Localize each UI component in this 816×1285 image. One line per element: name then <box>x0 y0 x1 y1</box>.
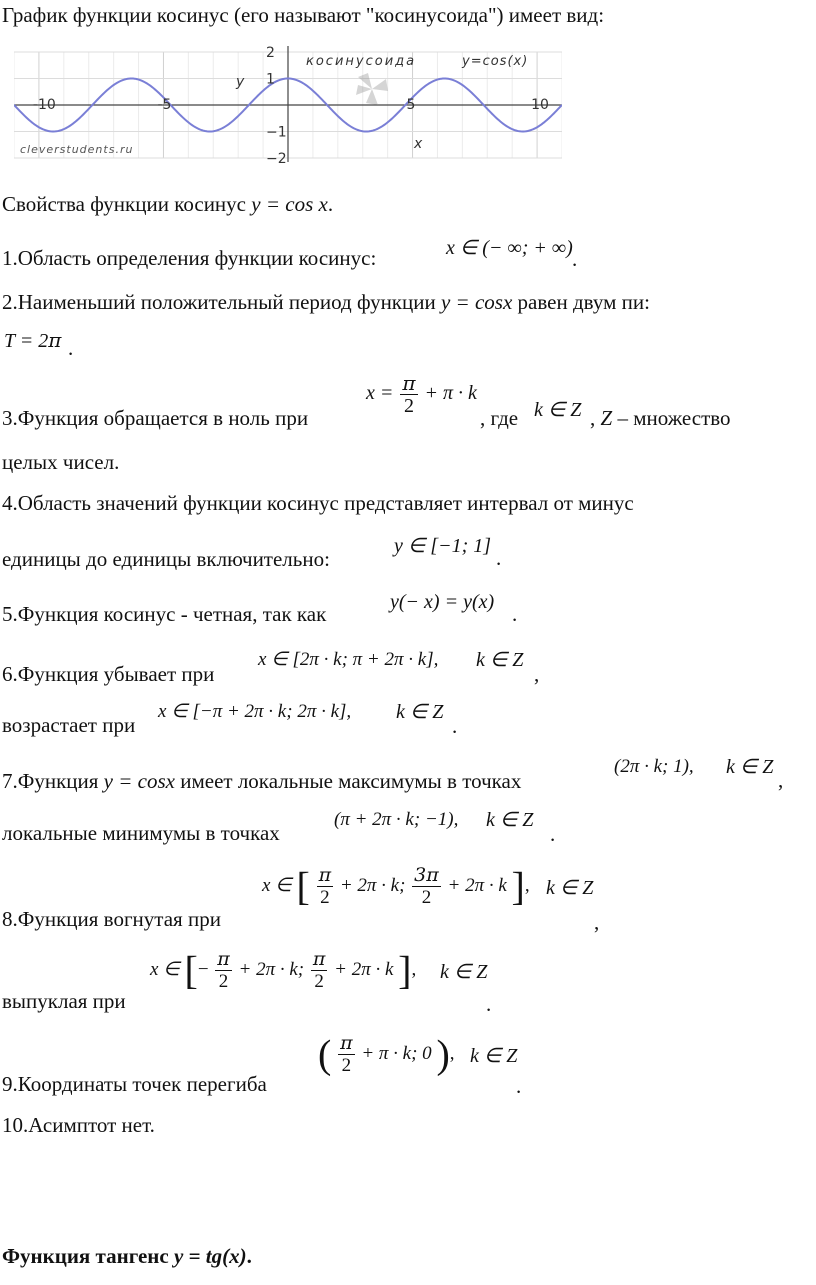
chart-title-left: косинусоида <box>306 54 417 69</box>
property-2-formula: y = cosx <box>440 290 513 314</box>
property-8-formula2: x ∈ [− $\frac{\pi}{2}$ + 2π · k; $\frac{\pi}{2}$ + 2π · k ], <box>150 947 417 993</box>
property-6-formula2: x ∈ [−π + 2π · k; 2π · k], <box>158 701 352 722</box>
property-3-kz: k ∈ Z <box>534 399 582 421</box>
property-7-formula: y = cosx <box>103 769 175 793</box>
property-7-suffix2: . <box>550 822 556 846</box>
properties-heading-suffix: . <box>327 192 334 216</box>
property-8: 8.Функция вогнутая при <box>2 907 221 931</box>
property-4-cont: единицы до единицы включительно: <box>2 547 330 571</box>
property-9-suffix: . <box>516 1074 522 1098</box>
x-tick-label: -5 <box>157 97 172 113</box>
tangent-heading-formula: y = tg(x) <box>173 1244 247 1268</box>
property-6: 6.Функция убывает при <box>2 662 215 686</box>
property-2 <box>2 289 650 315</box>
property-7-kz2: k ∈ Z <box>486 809 534 831</box>
property-8-convex: выпуклая при <box>2 989 126 1013</box>
property-2-suffix: равен двум пи: <box>512 290 650 314</box>
property-7: 7.Функция y = cosx имеет локальные максимумы в точках <box>2 769 522 793</box>
properties-heading-text: Свойства функции косинус <box>2 192 252 216</box>
cosine-graph <box>14 44 562 164</box>
property-6-kz2: k ∈ Z <box>396 701 444 723</box>
property-7-kz: k ∈ Z <box>726 756 774 778</box>
properties-heading-formula: y = cos x <box>251 192 328 216</box>
property-2-text: 2.Наименьший положительный период функции <box>2 290 441 314</box>
property-6-formula: x ∈ [2π · k; π + 2π · k], <box>258 649 439 670</box>
watermark-text: cleverstudents.ru <box>20 143 134 156</box>
property-8-formula: x ∈ [ $\frac{\pi}{2}$ + 2π · k; $\frac{3\pi}{2}$ + 2π · k ], <box>262 863 530 909</box>
property-8-kz2: k ∈ Z <box>440 961 488 983</box>
properties-heading <box>2 191 333 217</box>
property-5: 5.Функция косинус - четная, так как <box>2 602 327 626</box>
y-tick-label: −1 <box>266 124 287 141</box>
property-3-where: , где <box>480 406 519 430</box>
property-1-formula: x ∈ (− ∞; + ∞) <box>446 237 573 259</box>
intro-text: График функции косинус (его называют "косинусоида") имеет вид: <box>2 3 605 27</box>
x-tick-label: 5 <box>406 97 416 113</box>
property-7-suffix: , <box>778 768 784 792</box>
property-7-min-point: (π + 2π · k; −1), <box>334 809 459 830</box>
property-4-suffix: . <box>496 546 502 570</box>
property-6-increase: возрастает при <box>2 713 136 737</box>
y-tick-label: −2 <box>266 151 287 164</box>
property-8-suffix2: . <box>486 992 492 1016</box>
property-7-min: локальные минимумы в точках <box>2 821 280 845</box>
y-tick-label: 1 <box>266 71 275 88</box>
property-8-kz: k ∈ Z <box>546 877 594 899</box>
property-9: 9.Координаты точек перегиба <box>2 1072 267 1096</box>
property-1 <box>2 245 376 271</box>
tangent-heading: Функция тангенс y = tg(x). <box>2 1244 252 1268</box>
property-1-suffix: . <box>572 247 578 271</box>
period-formula: T = 2π <box>4 328 62 352</box>
property-1-text: 1.Область определения функции косинус: <box>2 246 377 270</box>
property-9-formula: ( $\frac{\pi}{2}$ + π · k; 0 ), <box>318 1031 455 1077</box>
property-5-formula: y(− x) = y(x) <box>390 591 495 613</box>
property-8-suffix: , <box>594 910 600 934</box>
property-7-max-point: (2π · k; 1), <box>614 756 694 777</box>
x-tick-label: 10 <box>531 97 549 113</box>
chart-title-right: y=cos(x) <box>462 54 529 69</box>
property-6-kz: k ∈ Z <box>476 649 524 671</box>
property-10: 10.Асимптот нет. <box>2 1113 155 1137</box>
property-6-suffix: , <box>534 662 540 686</box>
property-3-rest: , Z – множество <box>590 406 731 430</box>
property-5-suffix: . <box>512 602 518 626</box>
property-3 <box>2 405 308 431</box>
property-3-cont: целых чисел. <box>2 450 120 474</box>
y-axis-label: y <box>236 74 245 90</box>
x-axis-label: x <box>414 136 423 152</box>
property-4: 4.Область значений функции косинус представляет интервал от минус <box>2 491 634 515</box>
property-9-kz: k ∈ Z <box>470 1045 518 1067</box>
period-suffix: . <box>68 336 74 360</box>
y-tick-label: 2 <box>266 45 275 61</box>
x-tick-label: -10 <box>32 97 56 113</box>
property-3-text: 3.Функция обращается в ноль при <box>2 406 309 430</box>
zero-formula: x = $\frac{\pi}{2}$ + π · k <box>366 371 477 417</box>
property-4-formula: y ∈ [−1; 1] <box>394 535 492 557</box>
property-6-suffix2: . <box>452 714 458 738</box>
